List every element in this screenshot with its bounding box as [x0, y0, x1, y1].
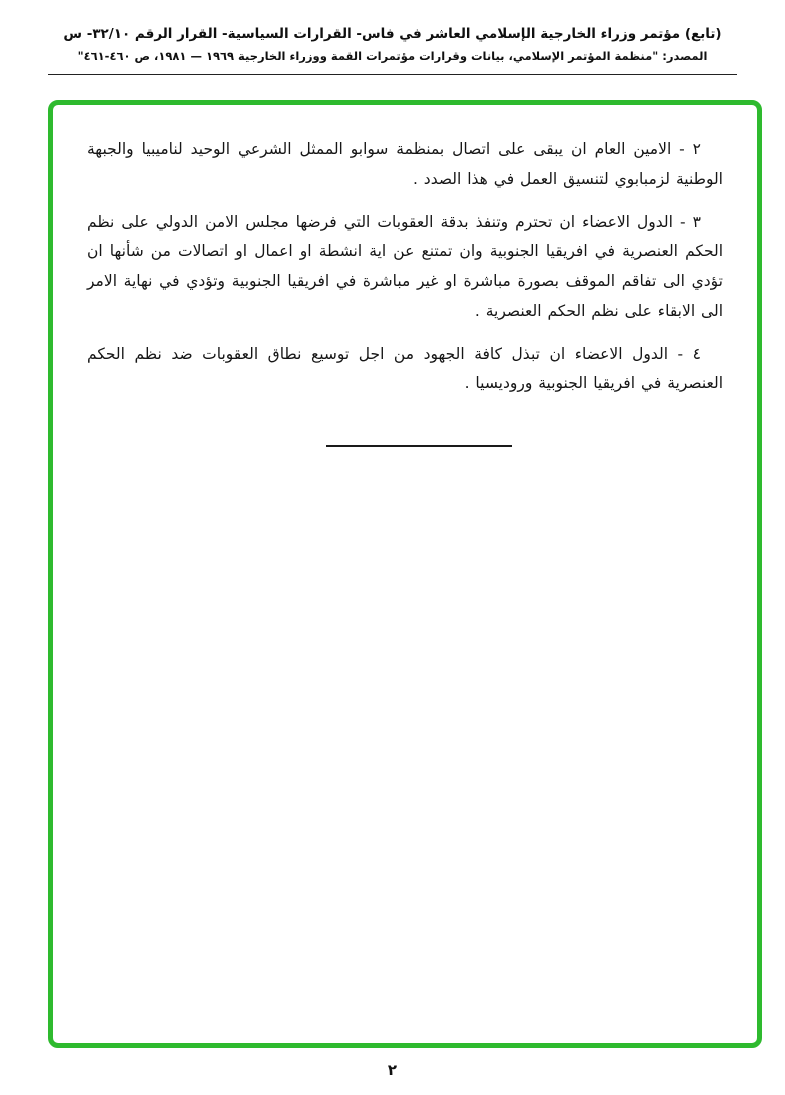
paragraph-item-2: ٢ - الامين العام ان يبقى على اتصال بمنظمة سوابو الممثل الشرعي الوحيد لناميبيا والجبهة الوطنية لزمبابوي لتنسيق العمل في هذا الصدد . — [87, 140, 723, 188]
content-frame — [48, 100, 762, 1048]
page-number: ٢ — [387, 1061, 398, 1079]
header-title-line: (تابع) مؤتمر وزراء الخارجية الإسلامي العاشر في فاس- القرارات السياسية- القرار الرقم ٣٢/١٠- س — [63, 26, 722, 42]
header-rule — [48, 74, 737, 75]
header-source-line: المصدر: "منظمة المؤتمر الإسلامي، بيانات وقرارات مؤتمرات القمة ووزراء الخارجية ١٩٦٩ — ١٩٨١، ص ٤٦٠-٤٦١" — [77, 49, 708, 63]
paragraph-item-4: ٤ - الدول الاعضاء ان تبذل كافة الجهود من اجل توسيع نطاق العقوبات ضد نظم الحكم العنصرية في افريقيا الجنوبية وروديسيا . — [87, 344, 723, 393]
section-end-divider — [326, 445, 512, 447]
paragraph-item-3: ٣ - الدول الاعضاء ان تحترم وتنفذ بدقة العقوبات التي فرضها مجلس الامن الدولي على نظم الحكم العنصرية في افريقيا الجنوبية وان تمتنع عن اية انشطة او اعمال او اتصالات من شأنها ان تؤدي الى تفاقم الموقف بصورة مباشرة او غير مباشرة في افريقيا الجنوبية وتؤدي في نهاية الامر الى الابقاء على نظم الحكم العنصرية . — [87, 212, 723, 320]
document-header — [0, 0, 785, 63]
